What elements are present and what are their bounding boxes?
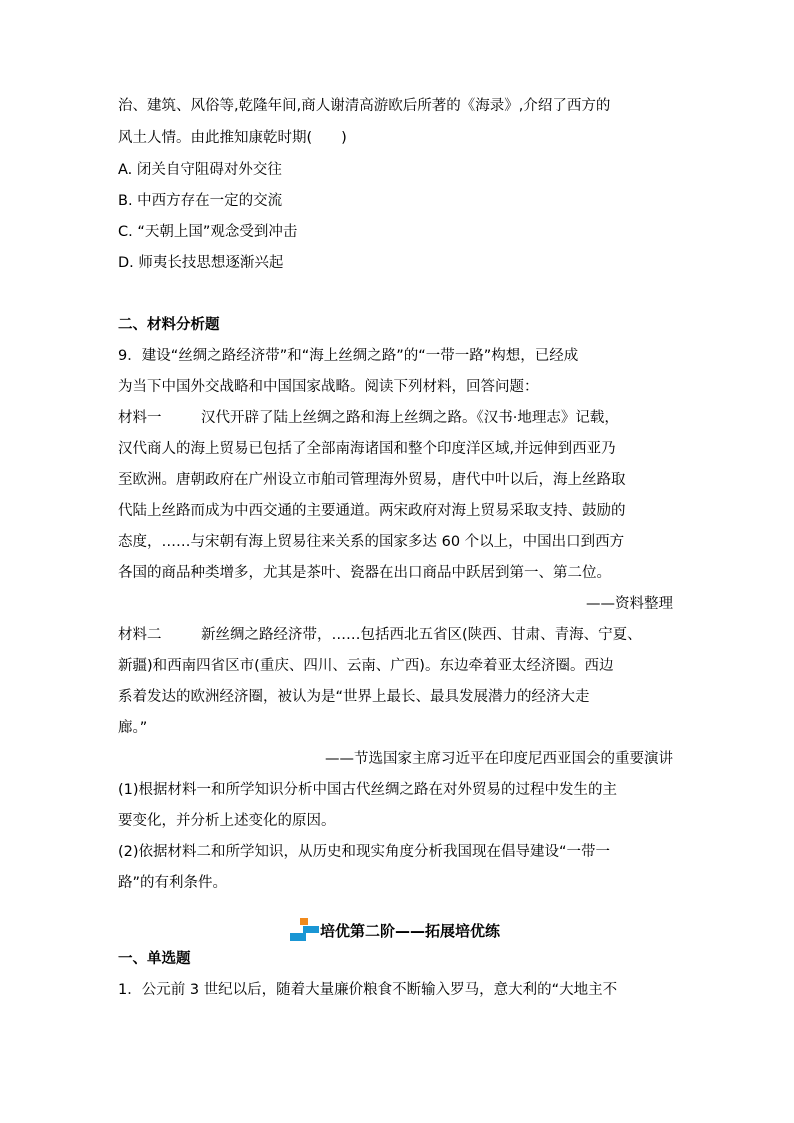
material-2-line-3: 系着发达的欧洲经济圈，被认为是“世界上最长、最具发展潜力的经济大走	[118, 689, 590, 705]
section-heading-material-analysis: 二、材料分析题	[118, 317, 220, 333]
section-heading-single-choice: 一、单选题	[118, 951, 191, 967]
material-1-label: 材料一	[118, 410, 162, 426]
material-1-line-4: 代陆上丝路而成为中西交通的主要通道。两宋政府对海上贸易采取支持、鼓励的	[118, 503, 626, 519]
material-1-line-2: 汉代商人的海上贸易已包括了全部南海诸国和整个印度洋区域,并远伸到西亚乃	[118, 441, 616, 457]
q1-stem-line-1: 1．公元前 3 世纪以后，随着大量廉价粮食不断输入罗马，意大利的“大地主不	[118, 982, 618, 998]
q8-option-c: C. “天朝上国”观念受到冲击	[118, 224, 298, 240]
q8-option-a: A. 闭关自守阻碍对外交往	[118, 162, 282, 178]
sub-question-1-line-1: (1)根据材料一和所学知识分析中国古代丝绸之路在对外贸易的过程中发生的主	[118, 782, 618, 798]
q9-stem-line-2: 为当下中国外交战略和中国国家战略。阅读下列材料，回答问题：	[118, 379, 539, 395]
material-2-source: ——节选国家主席习近平在印度尼西亚国会的重要演讲	[325, 751, 673, 767]
q8-option-d: D. 师夷长技思想逐渐兴起	[118, 255, 284, 271]
q9-stem-line-1: 9．建设“丝绸之路经济带”和“海上丝绸之路”的“一带一路”构想，已经成	[118, 348, 579, 364]
stage-2-title: 培优第二阶——拓展培优练	[320, 922, 501, 940]
q8-option-b: B. 中西方存在一定的交流	[118, 193, 283, 209]
material-1-text-1: 汉代开辟了陆上丝绸之路和海上丝绸之路。《汉书·地理志》记载，	[201, 410, 619, 426]
sub-question-2-line-2: 路”的有利条件。	[118, 875, 228, 891]
q8-stem-line-1: 治、建筑、风俗等,乾隆年间,商人谢清高游欧后所著的《海录》,介绍了西方的	[118, 98, 611, 114]
stacked-blocks-icon	[290, 918, 320, 942]
material-1-line-1	[118, 408, 619, 428]
material-2-line-4: 廊。”	[118, 720, 148, 736]
material-2-line-1	[118, 625, 642, 645]
material-1-source: ——资料整理	[586, 596, 673, 612]
material-1-line-6: 各国的商品种类增多，尤其是茶叶、瓷器在出口商品中跃居到第一、第二位。	[118, 565, 611, 581]
q8-stem-line-2: 风土人情。由此推知康乾时期( )	[118, 130, 347, 146]
sub-question-1-line-2: 要变化，并分析上述变化的原因。	[118, 813, 336, 829]
material-1-line-5: 态度，……与宋朝有海上贸易往来关系的国家多达 60 个以上，中国出口到西方	[118, 534, 625, 550]
material-2-text-1: 新丝绸之路经济带，……包括西北五省区(陕西、甘肃、青海、宁夏、	[201, 627, 642, 643]
material-2-label: 材料二	[118, 627, 162, 643]
material-2-line-2: 新疆)和西南四省区市(重庆、四川、云南、广西)。东边牵着亚太经济圈。西边	[118, 658, 614, 674]
sub-question-2-line-1: (2)依据材料二和所学知识，从历史和现实角度分析我国现在倡导建设“一带一	[118, 844, 611, 860]
material-1-line-3: 至欧洲。唐朝政府在广州设立市舶司管理海外贸易，唐代中叶以后，海上丝路取	[118, 472, 626, 488]
